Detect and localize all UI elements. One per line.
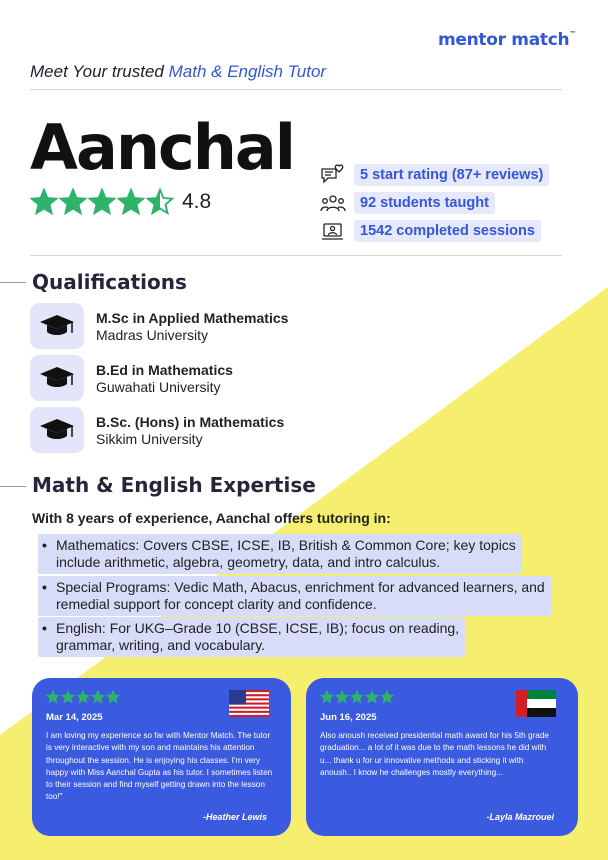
qualifications-title: Qualifications bbox=[32, 270, 187, 294]
university-name: Madras University bbox=[96, 326, 209, 343]
graduation-cap-icon bbox=[30, 355, 84, 401]
rating-value: 4.8 bbox=[182, 190, 212, 213]
brand-logo: mentor match™ bbox=[437, 30, 576, 50]
section-marker bbox=[0, 486, 26, 487]
usa-flag-icon bbox=[229, 690, 269, 717]
degree-name: B.Sc. (Hons) in Mathematics bbox=[96, 413, 285, 430]
star-icon bbox=[350, 690, 364, 704]
bullet-line: remedial support for concept clarity and confidence. bbox=[56, 596, 377, 612]
star-icon bbox=[380, 690, 394, 704]
star-icon bbox=[117, 188, 145, 216]
star-icon bbox=[46, 690, 60, 704]
review-author: -Heather Lewis bbox=[202, 812, 267, 822]
qualification-item bbox=[30, 303, 288, 349]
review-bubble-icon bbox=[320, 163, 346, 187]
review-date: Jun 16, 2025 bbox=[320, 712, 377, 723]
star-icon bbox=[30, 188, 58, 216]
star-icon bbox=[146, 188, 174, 216]
expertise-bullet: • Mathematics: Covers CBSE, ICSE, IB, British & Common Core; key topics include arithmetic, algebra, geometry, data, and intro calculus. bbox=[38, 534, 522, 574]
star-icon bbox=[61, 690, 75, 704]
stat-label: 92 students taught bbox=[354, 192, 495, 214]
bullet-line: Special Programs: Vedic Math, Abacus, enrichment for advanced learners, and bbox=[56, 579, 545, 595]
stat-sessions bbox=[320, 219, 541, 243]
university-name: Sikkim University bbox=[96, 430, 203, 447]
students-group-icon bbox=[320, 191, 346, 215]
degree-name: B.Ed in Mathematics bbox=[96, 361, 233, 378]
expertise-title: Math & English Expertise bbox=[32, 473, 316, 497]
bullet-line: include arithmetic, algebra, geometry, data, and intro calculus. bbox=[56, 554, 441, 570]
bullet-line: English: For UKG–Grade 10 (CBSE, ICSE, IB); focus on reading, bbox=[56, 620, 460, 636]
stat-rating bbox=[320, 163, 549, 187]
star-icon bbox=[76, 690, 90, 704]
university-name: Guwahati University bbox=[96, 378, 221, 395]
star-icon bbox=[365, 690, 379, 704]
qualification-item bbox=[30, 355, 233, 401]
expertise-bullet: • English: For UKG–Grade 10 (CBSE, ICSE, IB); focus on reading, grammar, writing, and vocabulary. bbox=[38, 617, 465, 657]
review-author: -Layla Mazrouei bbox=[486, 812, 554, 822]
star-icon bbox=[59, 188, 87, 216]
star-icon bbox=[106, 690, 120, 704]
review-card bbox=[306, 678, 578, 836]
expertise-bullet: • Special Programs: Vedic Math, Abacus, enrichment for advanced learners, and remedial support for concept clarity and confidence. bbox=[38, 576, 551, 616]
review-stars bbox=[46, 690, 120, 704]
degree-name: M.Sc in Applied Mathematics bbox=[96, 309, 289, 326]
review-stars bbox=[320, 690, 394, 704]
star-icon bbox=[88, 188, 116, 216]
bullet-line: Mathematics: Covers CBSE, ICSE, IB, British & Common Core; key topics bbox=[56, 537, 516, 553]
star-icon bbox=[91, 690, 105, 704]
tagline: Meet Your trusted Math & English Tutor bbox=[30, 62, 327, 81]
rating-stars bbox=[30, 188, 174, 216]
review-card bbox=[32, 678, 291, 836]
section-marker bbox=[0, 282, 26, 283]
stat-label: 5 start rating (87+ reviews) bbox=[354, 164, 549, 186]
star-icon bbox=[335, 690, 349, 704]
divider-top bbox=[30, 89, 562, 90]
graduation-cap-icon bbox=[30, 407, 84, 453]
review-text: I am loving my experience so far with Mentor Match. The tutor is very interactive with my son and maintains his attention throughout the session. He is enjoying his classes. I'm very happy with Miss Aanchal Gupta as his tutor. I sometimes listen to their session and find myself getting drawn into the lesson too!" bbox=[46, 731, 273, 802]
stat-students bbox=[320, 191, 495, 215]
tutor-name: Aanchal bbox=[30, 111, 294, 184]
review-text: Also anoush received presidential math award for his 5th grade graduation... a lot of it was due to the math lessons he did with u... thank u for ur innovative methods and sticking it with anoush.. I know he challenges mostly everything... bbox=[320, 731, 549, 777]
rating-row bbox=[30, 188, 211, 216]
star-icon bbox=[320, 690, 334, 704]
bullet-line: grammar, writing, and vocabulary. bbox=[56, 637, 266, 653]
divider-middle bbox=[30, 255, 562, 256]
qualification-item bbox=[30, 407, 284, 453]
expertise-intro: With 8 years of experience, Aanchal offers tutoring in: bbox=[32, 510, 391, 526]
graduation-cap-icon bbox=[30, 303, 84, 349]
review-date: Mar 14, 2025 bbox=[46, 712, 103, 723]
online-session-icon bbox=[320, 219, 346, 243]
stat-label: 1542 completed sessions bbox=[354, 220, 541, 242]
uae-flag-icon bbox=[516, 690, 556, 717]
